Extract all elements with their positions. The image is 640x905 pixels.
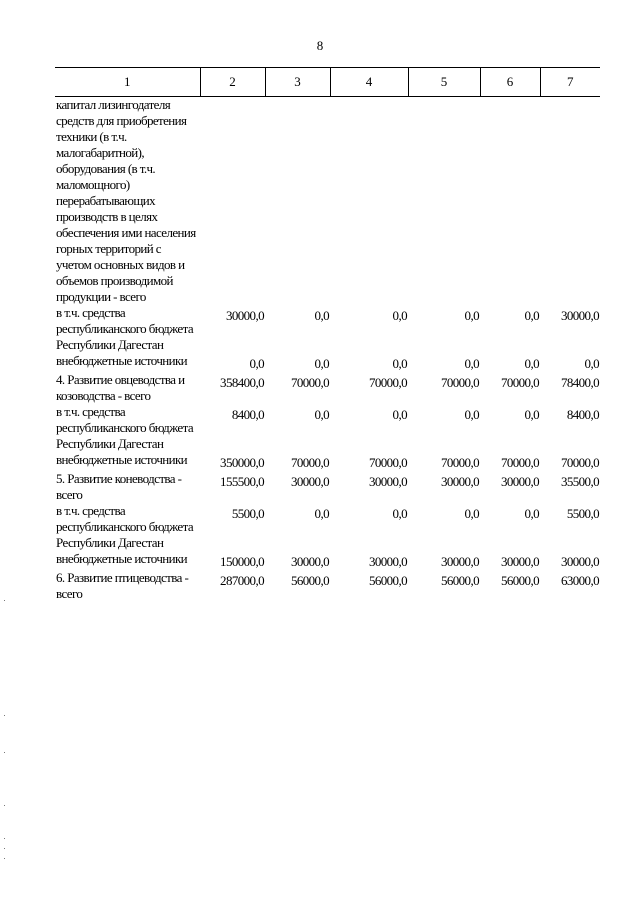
cell-value: 0,0 [392, 506, 407, 521]
cell-value: 70000,0 [560, 455, 599, 470]
cell-value: 30000,0 [500, 474, 539, 489]
cell-value: 30000,0 [440, 554, 479, 569]
cell-value: 350000,0 [220, 455, 264, 470]
column-header-7: 7 [540, 68, 600, 97]
cell-value: 56000,0 [368, 573, 407, 588]
header-row [55, 68, 600, 97]
table-row [55, 452, 600, 471]
scan-speck [4, 848, 5, 849]
table-row [55, 305, 600, 353]
scan-speck [4, 600, 5, 601]
cell-value: 30000,0 [560, 554, 599, 569]
cell-value: 150000,0 [220, 554, 264, 569]
cell-value: 30000,0 [290, 554, 329, 569]
cell-value: 0,0 [392, 356, 407, 371]
table-row [55, 471, 600, 503]
row-label: в т.ч. средства республиканского бюджета Республики Дагестан [56, 305, 193, 352]
table-body [55, 97, 600, 603]
row-label: 4. Развитие овцеводства и козоводства - всего [56, 372, 185, 403]
cell-value: 30000,0 [225, 308, 264, 323]
cell-value: 70000,0 [440, 375, 479, 390]
cell-value: 70000,0 [368, 375, 407, 390]
cell-value: 0,0 [314, 356, 329, 371]
cell-value: 8400,0 [231, 407, 264, 422]
row-label: внебюджетные источники [56, 551, 188, 566]
column-header-1: 1 [55, 68, 200, 97]
cell-value [265, 97, 330, 306]
cell-value: 78400,0 [560, 375, 599, 390]
table-row [55, 551, 600, 570]
cell-value: 0,0 [314, 407, 329, 422]
column-header-4: 4 [330, 68, 408, 97]
cell-value: 70000,0 [290, 375, 329, 390]
cell-value: 0,0 [524, 407, 539, 422]
cell-value: 70000,0 [500, 375, 539, 390]
cell-value [540, 97, 600, 306]
cell-value: 5500,0 [566, 506, 599, 521]
cell-value: 0,0 [249, 356, 264, 371]
scan-speck [4, 805, 5, 806]
cell-value: 63000,0 [560, 573, 599, 588]
cell-value: 0,0 [524, 506, 539, 521]
cell-value [200, 97, 265, 306]
cell-value: 56000,0 [440, 573, 479, 588]
cell-value: 0,0 [314, 506, 329, 521]
scan-speck [4, 752, 5, 753]
row-label: 6. Развитие птицеводства - всего [56, 570, 189, 601]
scan-speck [4, 838, 5, 839]
cell-value: 0,0 [524, 356, 539, 371]
cell-value: 8400,0 [566, 407, 599, 422]
cell-value: 5500,0 [231, 506, 264, 521]
cell-value: 0,0 [314, 308, 329, 323]
column-header-2: 2 [200, 68, 265, 97]
cell-value: 287000,0 [220, 573, 264, 588]
cell-value: 0,0 [392, 407, 407, 422]
row-label: капитал лизингодателя средств для приобретения техники (в т.ч. малогабаритной), оборудования (в т.ч. маломощного) перерабатывающих производств в целях обеспечения ими населения горных территорий с учетом основных видов и объемов производимой продукции - всего [56, 97, 196, 304]
cell-value: 70000,0 [368, 455, 407, 470]
page-number: 8 [316, 38, 324, 53]
cell-value: 0,0 [464, 308, 479, 323]
scan-speck [4, 715, 5, 716]
cell-value: 56000,0 [290, 573, 329, 588]
cell-value: 35500,0 [560, 474, 599, 489]
cell-value: 30000,0 [500, 554, 539, 569]
cell-value [480, 97, 540, 306]
cell-value: 70000,0 [290, 455, 329, 470]
cell-value: 30000,0 [440, 474, 479, 489]
row-label: в т.ч. средства республиканского бюджета Республики Дагестан [56, 404, 193, 451]
row-label: в т.ч. средства республиканского бюджета Республики Дагестан [56, 503, 193, 550]
cell-value: 30000,0 [368, 554, 407, 569]
row-label: внебюджетные источники [56, 452, 188, 467]
cell-value: 0,0 [584, 356, 599, 371]
budget-table [55, 67, 600, 602]
cell-value: 0,0 [464, 407, 479, 422]
cell-value: 70000,0 [440, 455, 479, 470]
table-row [55, 372, 600, 404]
table-row [55, 97, 600, 306]
cell-value [330, 97, 408, 306]
cell-value: 56000,0 [500, 573, 539, 588]
table-row [55, 353, 600, 372]
column-header-5: 5 [408, 68, 480, 97]
column-header-6: 6 [480, 68, 540, 97]
cell-value: 0,0 [524, 308, 539, 323]
cell-value: 30000,0 [290, 474, 329, 489]
cell-value [408, 97, 480, 306]
cell-value: 358400,0 [220, 375, 264, 390]
column-header-3: 3 [265, 68, 330, 97]
table-row [55, 570, 600, 602]
cell-value: 30000,0 [560, 308, 599, 323]
row-label: 5. Развитие коневодства - всего [56, 471, 182, 502]
scan-speck [4, 858, 5, 859]
cell-value: 0,0 [464, 506, 479, 521]
row-label: внебюджетные источники [56, 353, 188, 368]
cell-value: 70000,0 [500, 455, 539, 470]
cell-value: 30000,0 [368, 474, 407, 489]
table-row [55, 503, 600, 551]
cell-value: 155500,0 [220, 474, 264, 489]
table-row [55, 404, 600, 452]
cell-value: 0,0 [392, 308, 407, 323]
cell-value: 0,0 [464, 356, 479, 371]
table-header [55, 68, 600, 97]
